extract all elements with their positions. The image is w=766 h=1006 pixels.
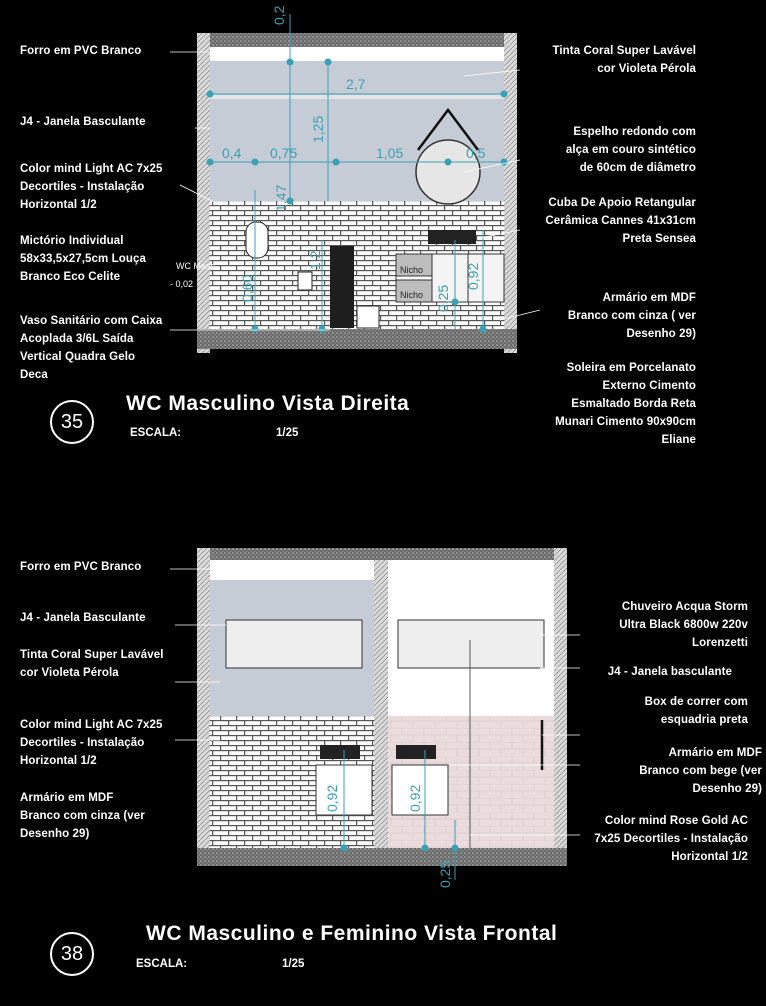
drawing-number-badge: 38 (50, 932, 94, 976)
dim-label: 0,92 (465, 262, 481, 290)
note-right-35-5: Soleira em Porcelanato Externo Cimento Esmaltado Borda Reta Munari Cimento 90x90cm Eliane (555, 362, 696, 446)
note-left-38-1: Forro em PVC Branco (20, 561, 142, 573)
note-left-35-5: Vaso Sanitário com Caixa Acoplada 3/6L Saída Vertical Quadra Gelo Deca (20, 315, 163, 381)
dim-label: 0,5 (466, 145, 486, 161)
scale-value: 1/25 (276, 427, 299, 439)
nicho-tag: Nicho (400, 265, 424, 275)
note-left-35-1: Forro em PVC Branco (20, 45, 142, 57)
drawing-title: WC Masculino e Feminino Vista Frontal (146, 922, 558, 945)
room-tag: WC Masc. (176, 261, 218, 271)
dim-label: 0,92 (324, 784, 340, 812)
note-right-35-3: Cuba De Apoio Retangular Cerâmica Cannes 41x31cm Preta Sensea (545, 197, 696, 245)
dim-label: 0,60 (239, 274, 255, 302)
note-left-38-4: Color mind Light AC 7x25 Decortiles - Instalação Horizontal 1/2 (20, 719, 163, 767)
dim-label: 0,75 (270, 145, 298, 161)
note-right-38-5: Color mind Rose Gold AC 7x25 Decortiles - Instalação Horizontal 1/2 (594, 815, 748, 863)
note-left-35-2: J4 - Janela Basculante (20, 116, 146, 128)
note-left-38-3: Tinta Coral Super Lavável cor Violeta Pérola (20, 649, 164, 679)
dim-label: 1,05 (376, 145, 404, 161)
note-right-38-4: Armário em MDF Branco com bege (ver Desenho 29) (639, 747, 762, 795)
scale-label: ESCALA: (136, 958, 188, 970)
dim-label: 1,2 (307, 250, 323, 270)
dim-label: 1,47 (273, 184, 289, 212)
note-right-35-4: Armário em MDF Branco com cinza ( ver Desenho 29) (567, 292, 696, 340)
note-right-38-3: Box de correr com esquadria preta (644, 696, 748, 726)
dim-label: 0,25 (437, 860, 453, 888)
dim-label: 0,4 (222, 145, 242, 161)
drawing-number-badge: 35 (50, 400, 94, 444)
note-right-38-2: J4 - Janela basculante (607, 666, 732, 678)
dim-label: 1,25 (310, 115, 326, 143)
dim-label: 0,92 (407, 784, 423, 812)
note-left-38-5: Armário em MDF Branco com cinza (ver Desenho 29) (20, 792, 145, 840)
note-left-35-4: Mictório Individual 58x33,5x27,5cm Louça Branco Eco Celite (20, 235, 147, 283)
nicho-tag: Nicho (400, 290, 424, 300)
note-right-38-1: Chuveiro Acqua Storm Ultra Black 6800w 220v Lorenzetti (619, 601, 748, 649)
scale-label: ESCALA: (130, 427, 182, 439)
level-tag: - 0,02 (170, 279, 194, 289)
note-right-35-1: Tinta Coral Super Lavável cor Violeta Pérola (552, 45, 696, 75)
dim-label: 0,2 (271, 5, 287, 25)
dim-label: 2,7 (346, 76, 366, 92)
note-left-38-2: J4 - Janela Basculante (20, 612, 146, 624)
scale-value: 1/25 (282, 958, 305, 970)
drawing-title: WC Masculino Vista Direita (126, 392, 410, 415)
note-left-35-3: Color mind Light AC 7x25 Decortiles - Instalação Horizontal 1/2 (20, 163, 163, 211)
dim-label: 0,25 (435, 284, 451, 312)
note-right-35-2: Espelho redondo com alça em couro sintético de 60cm de diâmetro (565, 126, 696, 174)
